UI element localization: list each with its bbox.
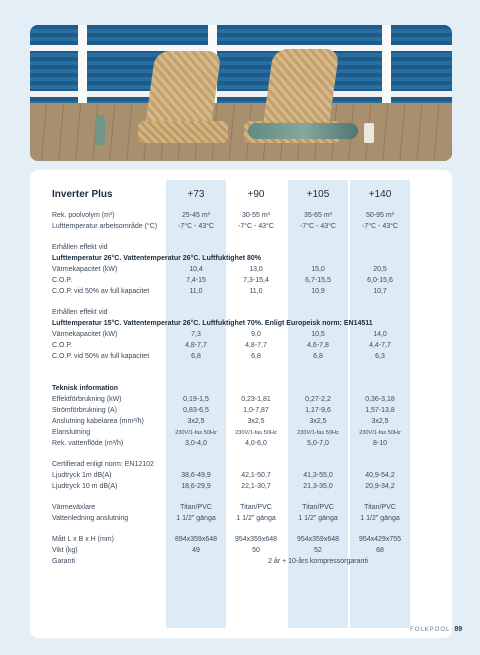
cell: 954x429x755 xyxy=(358,536,402,543)
cell: 6,8 xyxy=(313,353,323,360)
cell: 41,3-55,0 xyxy=(303,472,333,479)
product-name: Inverter Plus xyxy=(52,189,113,200)
brand-name: FOLKPOOL xyxy=(410,627,451,633)
cell: 10,4 xyxy=(189,266,203,273)
cell: 20,9-34,2 xyxy=(365,483,395,490)
cell: 9,0 xyxy=(251,331,261,338)
section-title: Lufttemperatur 26°C. Vattentemperatur 26°C. Luftfuktighet 80% xyxy=(52,255,262,262)
bottle xyxy=(95,115,105,145)
cell: 10,5 xyxy=(311,331,325,338)
cell: 11,0 xyxy=(249,288,263,295)
cell: 40,9-54,2 xyxy=(365,472,395,479)
cell: 7,3 xyxy=(191,331,201,338)
row-label: Mått L x B x H (mm) xyxy=(52,536,114,543)
row-label: Ljudtryck 10 m dB(A) xyxy=(52,483,118,490)
row-label: Garanti xyxy=(52,558,75,565)
towel xyxy=(248,123,358,139)
lounge-chair xyxy=(262,49,339,129)
lounge-chair xyxy=(144,51,221,131)
cell: 1 1/2" gänga xyxy=(360,515,400,522)
section-intro: Certifierad enligt norm: EN12102 xyxy=(52,461,154,468)
cell: 4,8-7,7 xyxy=(185,342,207,349)
cell: 954x359x648 xyxy=(234,536,278,543)
cell: Titan/PVC xyxy=(302,504,334,511)
cell: 4,0-6,0 xyxy=(245,440,267,447)
cell: 1 1/2" gänga xyxy=(298,515,338,522)
model-heading: +105 xyxy=(306,189,330,200)
section-title: Lufttemperatur 15°C. Vattentemperatur 26°C. Luftfuktighet 70%. Enligt Europeisk norm: EN14511 xyxy=(52,320,373,327)
hero-photo xyxy=(30,25,452,161)
cell: 3x2,5 xyxy=(371,418,389,425)
warranty-value: 2 år + 10-års kompressorgaranti xyxy=(268,558,368,565)
cell: 7,3-15,4 xyxy=(243,277,269,284)
cell: 11,0 xyxy=(189,288,203,295)
cell: 14,0 xyxy=(373,331,387,338)
section-title: Teknisk information xyxy=(52,385,118,392)
cell: 230V/1-fas 50Hz xyxy=(235,430,277,436)
cell: 25-45 m³ xyxy=(181,212,210,219)
row-label: C.O.P. vid 50% av full kapacitet xyxy=(52,353,150,360)
cell: -7°C - 43°C xyxy=(300,223,336,230)
cell: 3,0-4,0 xyxy=(185,440,207,447)
cell: 6,7-15,5 xyxy=(305,277,331,284)
cell: 954x359x648 xyxy=(296,536,340,543)
cell: 8-10 xyxy=(372,440,387,447)
cell: 6,0-15,6 xyxy=(367,277,393,284)
row-label: Elanslutning xyxy=(52,429,91,436)
row-label: Effektförbrukning (kW) xyxy=(52,396,122,403)
row-label: Värmeväxlare xyxy=(52,504,96,511)
cell: 42,1-50,7 xyxy=(241,472,271,479)
cell: 13,0 xyxy=(249,266,263,273)
row-label: Värmekapacitet (kW) xyxy=(52,331,118,338)
row-label: Vattenledning anslutning xyxy=(52,515,129,522)
spec-table-card xyxy=(30,170,452,638)
row-label: Värmekapacitet (kW) xyxy=(52,266,118,273)
cell: 4,8-7,7 xyxy=(245,342,267,349)
row-label: Rek. vattenflöde (m³/h) xyxy=(52,440,124,447)
cell: 22,1-30,7 xyxy=(241,483,271,490)
railing-post xyxy=(382,25,391,105)
cell: 6,8 xyxy=(191,353,201,360)
cell: 0,83-6,5 xyxy=(183,407,209,414)
cell: 3x2,5 xyxy=(309,418,327,425)
cell: 30-55 m³ xyxy=(241,212,270,219)
section-intro: Erhållen effekt vid xyxy=(52,244,108,251)
railing-post xyxy=(78,25,87,105)
row-label: Rek. poolvolym (m³) xyxy=(52,212,115,219)
cell: 7,4-15 xyxy=(186,277,206,284)
model-heading: +73 xyxy=(187,189,205,200)
model-heading: +140 xyxy=(368,189,392,200)
cell: 6,8 xyxy=(251,353,261,360)
cell: 230V/1-fas 50Hz xyxy=(359,430,401,436)
cup xyxy=(364,123,374,143)
cell: 3x2,5 xyxy=(187,418,205,425)
row-label: C.O.P. xyxy=(52,342,73,349)
cell: 894x359x648 xyxy=(174,536,218,543)
cell: 0,27-2,2 xyxy=(305,396,331,403)
cell: -7°C - 43°C xyxy=(238,223,274,230)
cell: 20,5 xyxy=(373,266,387,273)
row-label: C.O.P. vid 50% av full kapacitet xyxy=(52,288,150,295)
page-footer xyxy=(410,626,462,633)
cell: 68 xyxy=(376,547,384,554)
cell: Titan/PVC xyxy=(180,504,212,511)
row-label: Lufttemperatur arbetsområde (°C) xyxy=(52,223,158,230)
page-number: 89 xyxy=(454,626,463,633)
cell: 50-95 m³ xyxy=(365,212,394,219)
lounge-chair-seat xyxy=(138,121,228,143)
cell: 15,0 xyxy=(311,266,325,273)
cell: 230V/1-fas 50Hz xyxy=(175,430,217,436)
cell: 0,23-1,81 xyxy=(241,396,271,403)
cell: 50 xyxy=(252,547,260,554)
cell: 5,0-7,0 xyxy=(307,440,329,447)
cell: 0,19-1,5 xyxy=(183,396,209,403)
cell: 1,17-9,6 xyxy=(305,407,331,414)
row-label: Strömförbrukning (A) xyxy=(52,407,117,414)
cell: 4,4-7,7 xyxy=(369,342,391,349)
row-label: C.O.P. xyxy=(52,277,73,284)
cell: 230V/1-fas 50Hz xyxy=(297,430,339,436)
cell: 1 1/2" gänga xyxy=(236,515,276,522)
cell: 3x2,5 xyxy=(247,418,265,425)
cell: 0,36-3,18 xyxy=(365,396,395,403)
row-label: Anslutning kabelarea (mm²/h) xyxy=(52,418,144,425)
cell: 1,57-13,8 xyxy=(365,407,395,414)
cell: 10,7 xyxy=(373,288,387,295)
cell: 35-65 m³ xyxy=(303,212,332,219)
cell: 49 xyxy=(192,547,200,554)
cell: -7°C - 43°C xyxy=(178,223,214,230)
cell: 21,3-35,0 xyxy=(303,483,333,490)
cell: Titan/PVC xyxy=(240,504,272,511)
cell: 10,9 xyxy=(311,288,325,295)
cell: 52 xyxy=(314,547,322,554)
cell: 1,0-7,87 xyxy=(243,407,269,414)
cell: Titan/PVC xyxy=(364,504,396,511)
cell: 1 1/2" gänga xyxy=(176,515,216,522)
row-label: Ljudtryck 1m dB(A) xyxy=(52,472,112,479)
section-intro: Erhållen effekt vid xyxy=(52,309,108,316)
model-heading: +90 xyxy=(247,189,265,200)
cell: -7°C - 43°C xyxy=(362,223,398,230)
cell: 6,3 xyxy=(375,353,385,360)
cell: 18,6-29,9 xyxy=(181,483,211,490)
wooden-deck xyxy=(30,103,452,161)
row-label: Vikt (kg) xyxy=(52,547,78,554)
cell: 38,6-49,9 xyxy=(181,472,211,479)
cell: 4,6-7,8 xyxy=(307,342,329,349)
